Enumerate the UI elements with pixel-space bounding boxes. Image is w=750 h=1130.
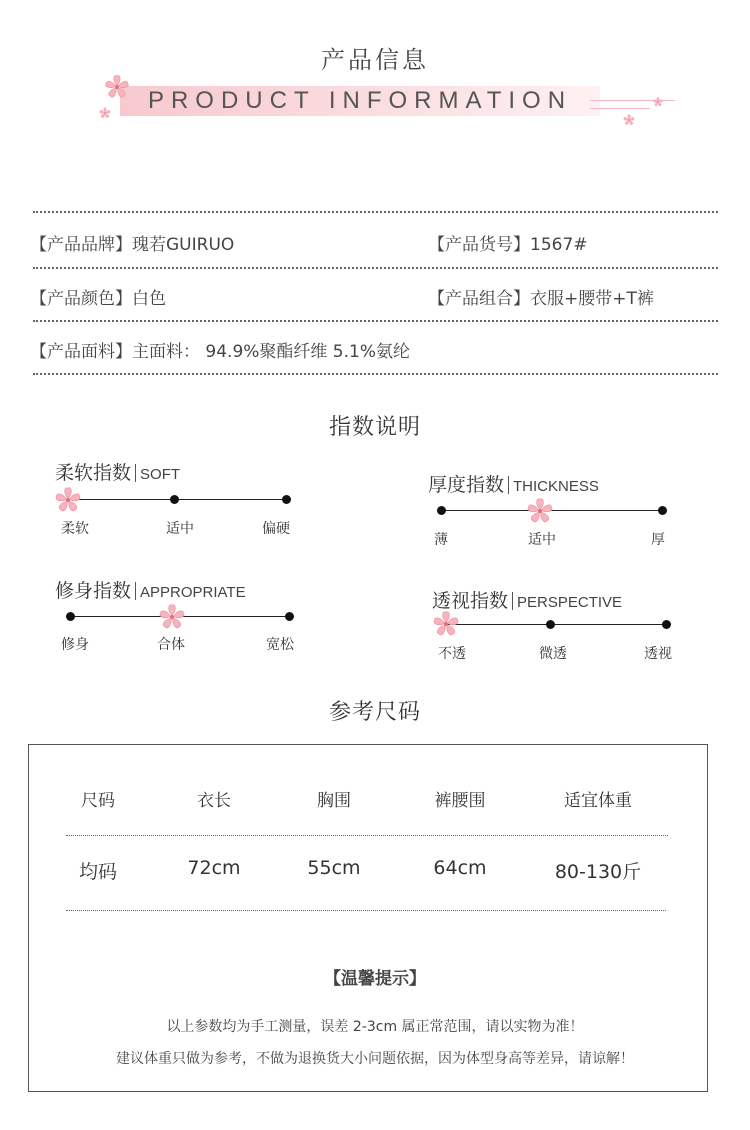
perspective-scale-line bbox=[446, 624, 666, 625]
size-table-cell: 72cm bbox=[187, 857, 241, 879]
divider bbox=[66, 835, 668, 836]
sakura-flower-icon bbox=[156, 601, 188, 633]
info-value: 主面料： 94.9%聚酯纤维 5.1%氨纶 bbox=[132, 342, 411, 362]
size-table-cell: 64cm bbox=[433, 857, 487, 879]
info-value: 衣服+腰带+T裤 bbox=[530, 289, 654, 309]
scale-dot bbox=[170, 495, 179, 504]
thickness-index-label: 厚度指数 THICKNESS bbox=[428, 474, 599, 496]
info-label: 【产品组合】 bbox=[428, 289, 530, 309]
sakura-flower-icon bbox=[622, 113, 636, 127]
sakura-flower-icon bbox=[98, 106, 112, 120]
sakura-flower-icon bbox=[52, 484, 84, 516]
scale-tick-label: 厚 bbox=[651, 532, 665, 548]
page-title: 产品信息 bbox=[321, 46, 429, 74]
page-subtitle: PRODUCT INFORMATION bbox=[147, 87, 573, 114]
size-table-header: 适宜体重 bbox=[564, 791, 632, 811]
divider bbox=[66, 910, 666, 911]
sakura-flower-icon bbox=[430, 608, 462, 640]
size-table-cell: 80-130斤 bbox=[554, 861, 642, 883]
scale-tick-label: 宽松 bbox=[266, 637, 294, 653]
tips-title: 【温馨提示】 bbox=[324, 969, 426, 989]
divider bbox=[33, 373, 718, 375]
scale-tick-label: 合体 bbox=[157, 637, 185, 653]
info-label: 【产品颜色】 bbox=[30, 289, 132, 309]
size-table-header: 裤腰围 bbox=[434, 791, 486, 811]
scale-tick-label: 薄 bbox=[434, 532, 448, 548]
divider bbox=[33, 267, 718, 269]
info-brand bbox=[30, 230, 234, 255]
scale-tick-label: 微透 bbox=[539, 646, 567, 662]
scale-tick-label: 透视 bbox=[644, 646, 672, 662]
info-fabric bbox=[30, 337, 410, 362]
size-table-header: 衣长 bbox=[197, 791, 231, 811]
scale-tick-label: 柔软 bbox=[61, 521, 89, 537]
scale-dot bbox=[66, 612, 75, 621]
info-label: 【产品货号】 bbox=[428, 235, 530, 255]
info-sku bbox=[428, 230, 588, 255]
scale-tick-label: 适中 bbox=[528, 532, 556, 548]
scale-dot bbox=[546, 620, 555, 629]
info-value: 瑰若GUIRUO bbox=[132, 235, 235, 255]
scale-tick-label: 适中 bbox=[166, 521, 194, 537]
size-table-header: 尺码 bbox=[81, 791, 115, 811]
scale-dot bbox=[662, 620, 671, 629]
info-value: 白色 bbox=[132, 289, 166, 309]
tips-line: 建议体重只做为参考，不做为退换货大小问题依据，因为体型身高等差异，请谅解！ bbox=[116, 1051, 634, 1067]
size-table-header: 胸围 bbox=[317, 791, 351, 811]
info-value: 1567# bbox=[530, 235, 588, 255]
scale-dot bbox=[282, 495, 291, 504]
divider bbox=[33, 211, 718, 213]
sakura-flower-icon bbox=[652, 96, 664, 108]
size-section-title: 参考尺码 bbox=[328, 700, 421, 725]
sakura-flower-icon bbox=[102, 72, 132, 102]
sakura-flower-icon bbox=[524, 495, 556, 527]
scale-dot bbox=[437, 506, 446, 515]
index-section-title: 指数说明 bbox=[328, 415, 421, 440]
tips-line: 以上参数均为手工测量，误差 2-3cm 属正常范围，请以实物为准！ bbox=[166, 1019, 584, 1035]
info-color bbox=[30, 284, 166, 309]
size-table-cell: 均码 bbox=[78, 861, 117, 883]
perspective-index-label: 透视指数 PERSPECTIVE bbox=[432, 590, 623, 612]
info-label: 【产品面料】 bbox=[30, 342, 132, 362]
scale-tick-label: 不透 bbox=[438, 646, 466, 662]
divider bbox=[33, 320, 718, 322]
soft-index-label: 柔软指数 SOFT bbox=[55, 462, 181, 484]
scale-dot bbox=[285, 612, 294, 621]
scale-tick-label: 修身 bbox=[61, 637, 89, 653]
info-set bbox=[428, 284, 654, 309]
fit-index-label: 修身指数 APPROPRIATE bbox=[55, 580, 246, 602]
info-label: 【产品品牌】 bbox=[30, 235, 132, 255]
scale-dot bbox=[658, 506, 667, 515]
size-table-cell: 55cm bbox=[307, 857, 361, 879]
scale-tick-label: 偏硬 bbox=[262, 521, 290, 537]
